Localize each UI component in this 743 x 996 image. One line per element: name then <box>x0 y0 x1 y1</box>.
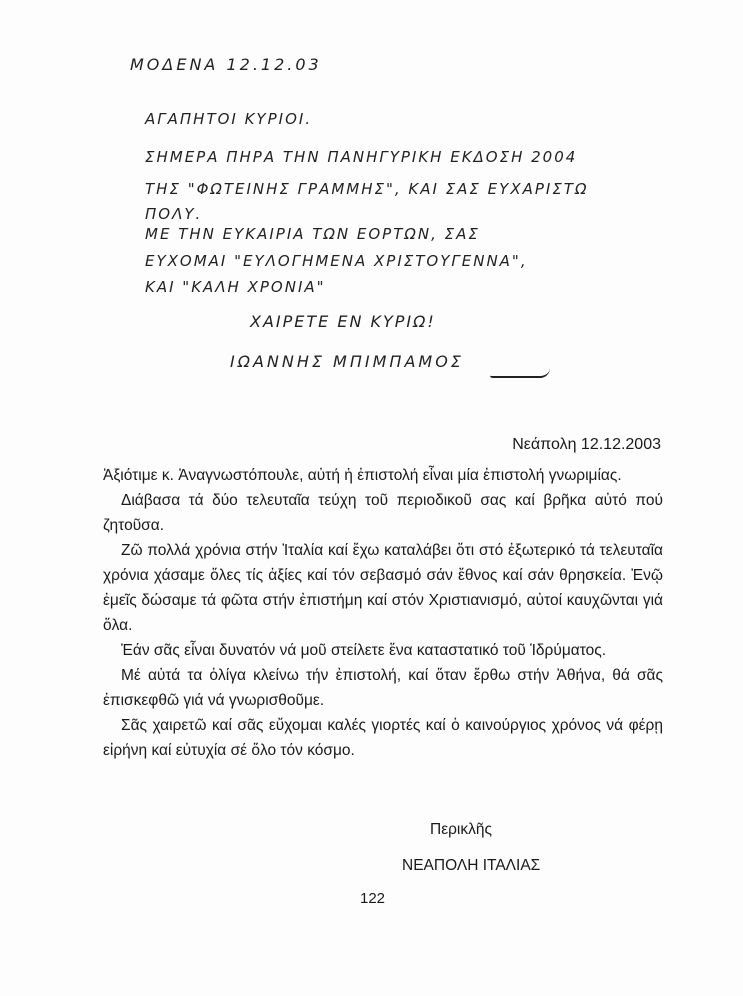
handwritten-line: ΚΑΙ "ΚΑΛΗ ΧΡΟΝΙΑ" <box>145 278 326 296</box>
paragraph: Ζῶ πολλά χρόνια στήν Ἰταλία καί ἔχω καταλάβει ὅτι στό ἐξωτερικό τά τελευταῖα χρόνια χάσαμε ὅλες τίς ἀξίες καί τόν σεβασμό σάν ἔθνος καί σάν θρησκεία. Ἐνῷ ἐμεῖς δώσαμε τά φῶτα στήν ἐπιστήμη καί στόν Χριστιανισμό, αὐτοί καυχῶνται γιά ὅλα. <box>103 542 663 634</box>
signature-flourish <box>490 368 550 378</box>
handwritten-greeting: ΑΓΑΠΗΤΟΙ ΚΥΡΙΟΙ. <box>145 110 313 128</box>
handwritten-line: ΣΗΜΕΡΑ ΠΗΡΑ ΤΗΝ ΠΑΝΗΓΥΡΙΚΗ ΕΚΔΟΣΗ 2004 <box>145 148 578 166</box>
handwritten-line: ΠΟΛΥ. <box>145 205 203 223</box>
handwritten-signature: ΙΩΑΝΝΗΣ ΜΠΙΜΠΑΜΟΣ <box>230 352 464 371</box>
signer-place: ΝΕΑΠΟΛΗ ΙΤΑΛΙΑΣ <box>402 857 541 874</box>
page-number: 122 <box>360 890 386 907</box>
paragraph: Ἀξιότιμε κ. Ἀναγνωστόπουλε, αὐτή ἡ ἐπιστολή εἶναι μία ἐπιστολή γνωριμίας. <box>103 467 622 484</box>
paragraph: Σᾶς χαιρετῶ καί σᾶς εὔχομαι καλές γιορτές καί ὁ καινούργιος χρόνος νά φέρῃ εἰρήνη καί εὐτυχία σέ ὅλο τόν κόσμο. <box>103 717 663 759</box>
date-line: Νεάπολη 12.12.2003 <box>512 436 661 453</box>
handwritten-heading: ΜΟΔΕΝΑ 12.12.03 <box>130 55 322 74</box>
paragraph: Μέ αὐτά τα ὀλίγα κλείνω τήν ἐπιστολή, καί ὅταν ἔρθω στήν Ἀθήνα, θά σᾶς ἐπισκεφθῶ γιά νά γνωρισθοῦμε. <box>103 667 663 709</box>
paragraph: Διάβασα τά δύο τελευταῖα τεύχη τοῦ περιοδικοῦ σας καί βρῆκα αὐτό πού ζητοῦσα. <box>103 492 663 534</box>
handwritten-line: ΕΥΧΟΜΑΙ "ΕΥΛΟΓΗΜΕΝΑ ΧΡΙΣΤΟΥΓΕΝΝΑ", <box>145 252 528 270</box>
handwritten-line: ΤΗΣ "ΦΩΤΕΙΝΗΣ ΓΡΑΜΜΗΣ", ΚΑΙ ΣΑΣ ΕΥΧΑΡΙΣΤΩ <box>145 180 589 198</box>
letter-body <box>103 463 663 763</box>
handwritten-closing: ΧΑΙΡΕΤΕ ΕΝ ΚΥΡΙΩ! <box>250 312 436 331</box>
handwritten-line: ΜΕ ΤΗΝ ΕΥΚΑΙΡΙΑ ΤΩΝ ΕΟΡΤΩΝ, ΣΑΣ <box>145 225 480 243</box>
paragraph: Ἐάν σᾶς εἶναι δυνατόν νά μοῦ στείλετε ἕνα καταστατικό τοῦ Ἱδρύματος. <box>121 642 607 659</box>
signer-name: Περικλῆς <box>430 821 492 838</box>
